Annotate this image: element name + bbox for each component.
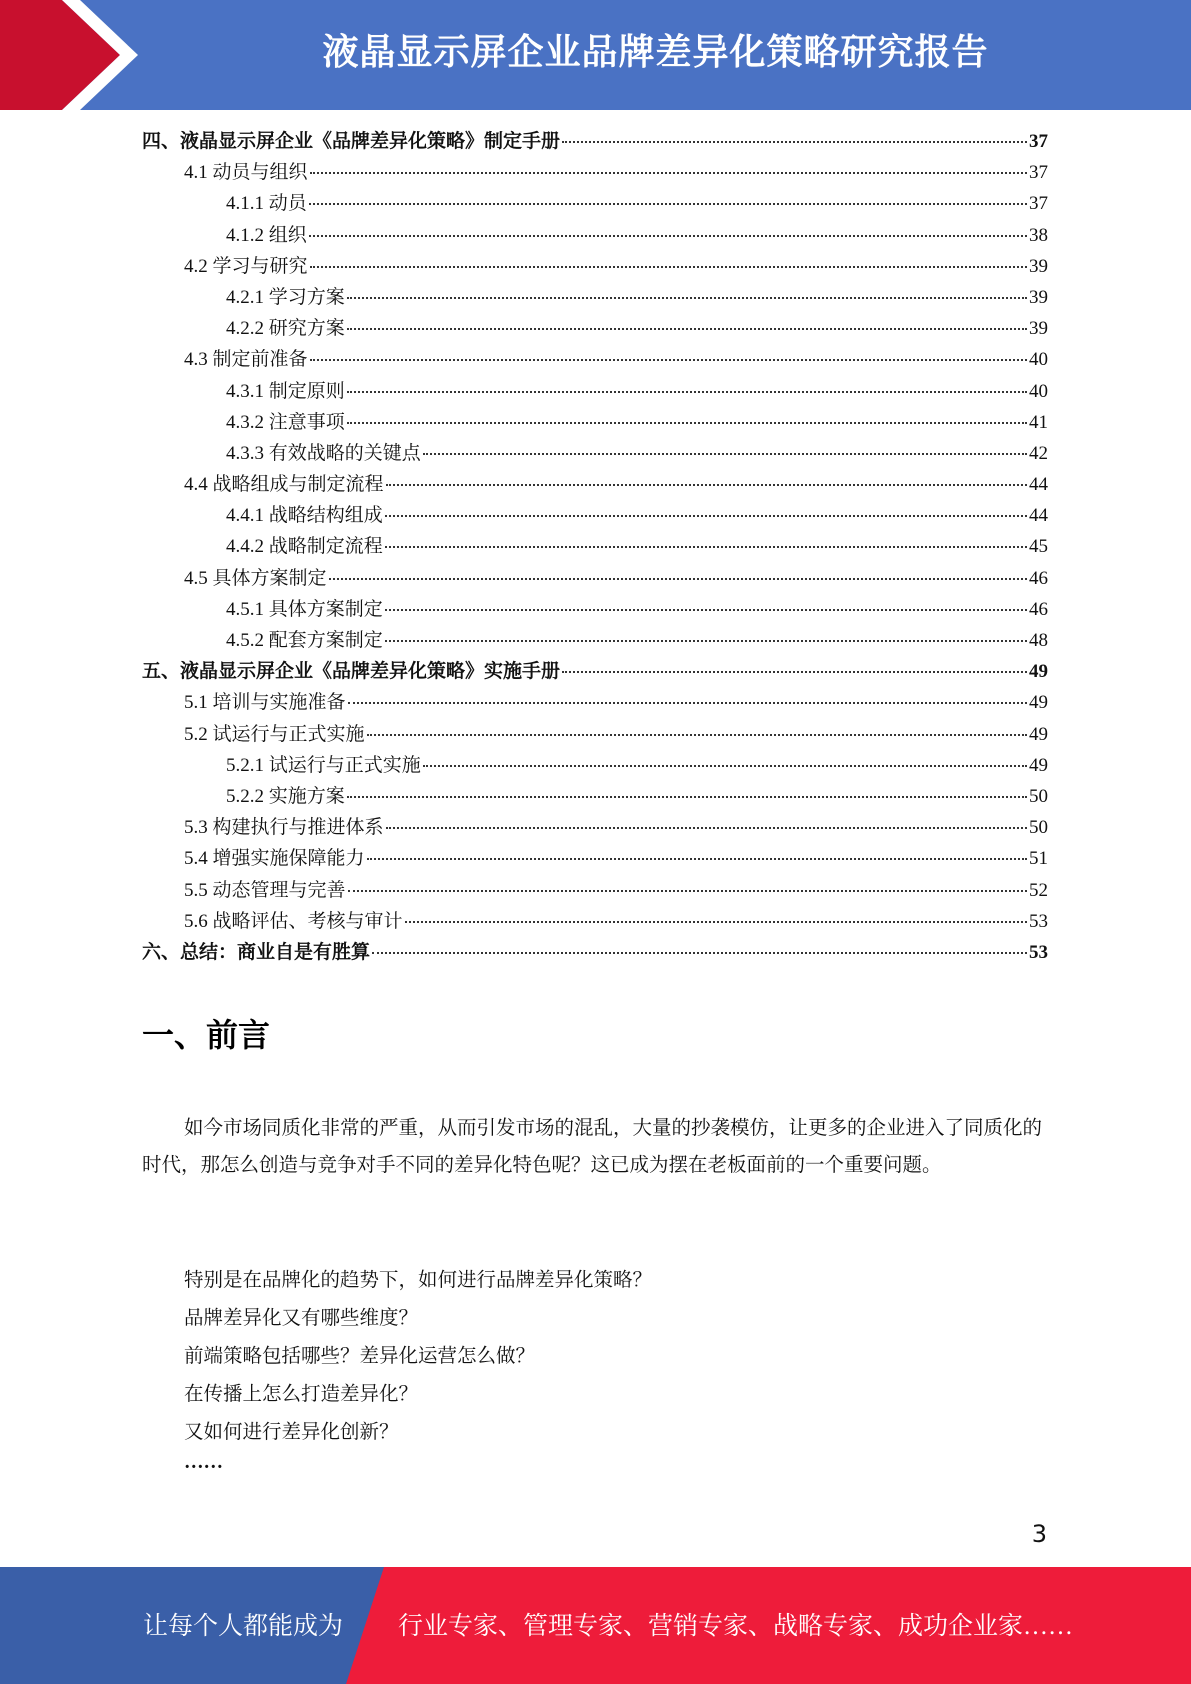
question-item: 前端策略包括哪些？差异化运营怎么做？ <box>184 1346 536 1367</box>
toc-entry-label: 4.4.2 战略制定流程 <box>226 536 383 558</box>
toc-dot-leader <box>423 453 1027 455</box>
toc-entry-page: 46 <box>1029 567 1048 589</box>
toc-entry-label: 六、总结：商业自是有胜算 <box>142 941 371 963</box>
toc-entry-label: 5.1 培训与实施准备 <box>184 692 346 714</box>
toc-entry[interactable] <box>142 906 1048 937</box>
toc-entry-label: 4.2.1 学习方案 <box>226 286 345 308</box>
toc-entry-label: 5.2.1 试运行与正式实施 <box>226 754 421 776</box>
toc-dot-leader <box>386 827 1027 829</box>
toc-dot-leader <box>372 952 1027 954</box>
toc-entry[interactable] <box>142 313 1048 344</box>
toc-entry-label: 4.3.3 有效战略的关键点 <box>226 442 421 464</box>
ellipsis: …… <box>184 1452 223 1473</box>
toc-dot-leader <box>347 422 1027 424</box>
toc-entry-page: 37 <box>1029 162 1048 184</box>
toc-entry-label: 4.3 制定前准备 <box>184 349 308 371</box>
document-title: 液晶显示屏企业品牌差异化策略研究报告 <box>322 32 989 73</box>
toc-entry-page: 39 <box>1029 255 1048 277</box>
toc-entry[interactable] <box>142 282 1048 313</box>
intro-paragraph: 如今市场同质化非常的严重，从而引发市场的混乱，大量的抄袭模仿，让更多的企业进入了同质化的时代，那怎么创造与竞争对手不同的差异化特色呢？这已成为摆在老板面前的一个重要问题。 <box>142 1118 1043 1176</box>
question-item: 特别是在品牌化的趋势下，如何进行品牌差异化策略？ <box>184 1270 653 1291</box>
toc-entry[interactable] <box>142 251 1048 282</box>
toc-entry[interactable] <box>142 875 1048 906</box>
toc-entry-page: 38 <box>1029 224 1048 246</box>
toc-entry[interactable] <box>142 625 1048 656</box>
toc-entry[interactable] <box>142 687 1048 718</box>
toc-entry-label: 4.2.2 研究方案 <box>226 318 345 340</box>
toc-entry-label: 4.4 战略组成与制定流程 <box>184 474 384 496</box>
toc-dot-leader <box>329 578 1027 580</box>
toc-entry[interactable] <box>142 469 1048 500</box>
toc-entry-page: 37 <box>1029 131 1048 152</box>
toc-dot-leader <box>405 921 1027 923</box>
toc-dot-leader <box>386 484 1027 486</box>
toc-entry-label: 5.2.2 实施方案 <box>226 785 345 807</box>
page-number: 3 <box>1031 1520 1047 1548</box>
toc-entry[interactable] <box>142 157 1048 188</box>
toc-entry-page: 53 <box>1029 910 1048 932</box>
toc-entry-label: 5.4 增强实施保障能力 <box>184 848 365 870</box>
footer-banner <box>0 1567 1191 1684</box>
toc-entry[interactable] <box>142 531 1048 562</box>
footer-slogan-right: 行业专家、管理专家、营销专家、战略专家、成功企业家…… <box>398 1613 1074 1640</box>
toc-dot-leader <box>347 297 1027 299</box>
question-item: 品牌差异化又有哪些维度？ <box>184 1308 419 1329</box>
toc-entry-page: 37 <box>1029 193 1048 215</box>
question-item: 又如何进行差异化创新？ <box>184 1422 399 1443</box>
toc-dot-leader <box>367 734 1027 736</box>
toc-entry[interactable] <box>142 656 1048 687</box>
toc-entry-page: 48 <box>1029 630 1048 651</box>
toc-entry-label: 4.4.1 战略结构组成 <box>226 505 383 527</box>
toc-entry-label: 5.2 试运行与正式实施 <box>184 723 365 745</box>
toc-entry-page: 49 <box>1029 661 1048 683</box>
toc-entry-label: 4.1 动员与组织 <box>184 162 308 184</box>
toc-dot-leader <box>423 765 1027 767</box>
toc-entry-label: 4.3.2 注意事项 <box>226 411 345 433</box>
toc-dot-leader <box>385 515 1027 517</box>
toc-entry-page: 40 <box>1029 380 1048 402</box>
footer-slogan-left: 让每个人都能成为 <box>143 1613 344 1640</box>
toc-entry-page: 50 <box>1029 817 1048 839</box>
toc-entry-page: 39 <box>1029 286 1048 308</box>
toc-entry[interactable] <box>142 376 1048 407</box>
toc-entry-label: 4.5.1 具体方案制定 <box>226 598 383 620</box>
toc-entry[interactable] <box>142 812 1048 843</box>
toc-entry[interactable] <box>142 344 1048 375</box>
toc-entry-label: 5.5 动态管理与完善 <box>184 879 346 901</box>
toc-entry[interactable] <box>142 937 1048 968</box>
toc-dot-leader <box>310 266 1027 268</box>
toc-entry-page: 39 <box>1029 318 1048 340</box>
toc-entry-page: 53 <box>1029 941 1048 963</box>
toc-entry-label: 五、液晶显示屏企业《品牌差异化策略》实施手册 <box>142 661 561 683</box>
header-banner <box>0 0 1191 110</box>
toc-entry-label: 四、液晶显示屏企业《品牌差异化策略》制定手册 <box>142 131 561 152</box>
toc-entry-page: 49 <box>1029 692 1048 714</box>
toc-entry-label: 4.1.1 动员 <box>226 193 307 215</box>
toc-dot-leader <box>367 858 1027 860</box>
toc-dot-leader <box>310 359 1027 361</box>
toc-entry[interactable] <box>142 407 1048 438</box>
toc-entry[interactable] <box>142 188 1048 219</box>
toc-entry-page: 45 <box>1029 536 1048 558</box>
toc-entry-label: 4.5 具体方案制定 <box>184 567 327 589</box>
toc-dot-leader <box>310 172 1027 174</box>
toc-entry-page: 46 <box>1029 598 1048 620</box>
toc-entry[interactable] <box>142 594 1048 625</box>
toc-entry-page: 49 <box>1029 723 1048 745</box>
toc-entry[interactable] <box>142 719 1048 750</box>
toc-dot-leader <box>309 203 1027 205</box>
toc-entry[interactable] <box>142 438 1048 469</box>
toc-dot-leader <box>347 328 1027 330</box>
question-item: 在传播上怎么打造差异化？ <box>184 1384 419 1405</box>
toc-entry-page: 40 <box>1029 349 1048 371</box>
toc-entry-page: 42 <box>1029 442 1048 464</box>
toc-dot-leader <box>385 640 1027 642</box>
toc-dot-leader <box>385 546 1027 548</box>
toc-dot-leader <box>347 391 1027 393</box>
toc-entry-page: 44 <box>1029 505 1048 527</box>
toc-entry[interactable] <box>142 781 1048 812</box>
toc-entry-label: 4.1.2 组织 <box>226 224 307 246</box>
toc-entry[interactable] <box>142 750 1048 781</box>
toc-dot-leader <box>347 796 1027 798</box>
toc-entry-label: 4.5.2 配套方案制定 <box>226 630 383 651</box>
toc-entry-page: 52 <box>1029 879 1048 901</box>
toc-entry[interactable] <box>142 843 1048 874</box>
toc-entry-label: 5.6 战略评估、考核与审计 <box>184 910 403 932</box>
toc-entry[interactable] <box>142 563 1048 594</box>
question-list <box>184 1262 1044 1452</box>
toc-entry-label: 5.3 构建执行与推进体系 <box>184 817 384 839</box>
header-arrow-decoration <box>0 0 150 110</box>
toc-dot-leader <box>348 890 1027 892</box>
toc-dot-leader <box>385 609 1027 611</box>
toc-entry-page: 41 <box>1029 411 1048 433</box>
toc-entry-page: 50 <box>1029 785 1048 807</box>
toc-entry[interactable] <box>142 126 1048 157</box>
toc-entry[interactable] <box>142 220 1048 251</box>
section-title: 一、前言 <box>142 1016 271 1054</box>
toc-entry-page: 44 <box>1029 474 1048 496</box>
toc-dot-leader <box>348 702 1027 704</box>
toc-entry-label: 4.3.1 制定原则 <box>226 380 345 402</box>
toc-entry-page: 51 <box>1029 848 1048 870</box>
toc-dot-leader <box>562 141 1027 143</box>
table-of-contents <box>142 126 1048 968</box>
toc-dot-leader <box>562 671 1027 673</box>
toc-dot-leader <box>309 235 1027 237</box>
toc-entry-label: 4.2 学习与研究 <box>184 255 308 277</box>
toc-entry-page: 49 <box>1029 754 1048 776</box>
toc-entry[interactable] <box>142 500 1048 531</box>
